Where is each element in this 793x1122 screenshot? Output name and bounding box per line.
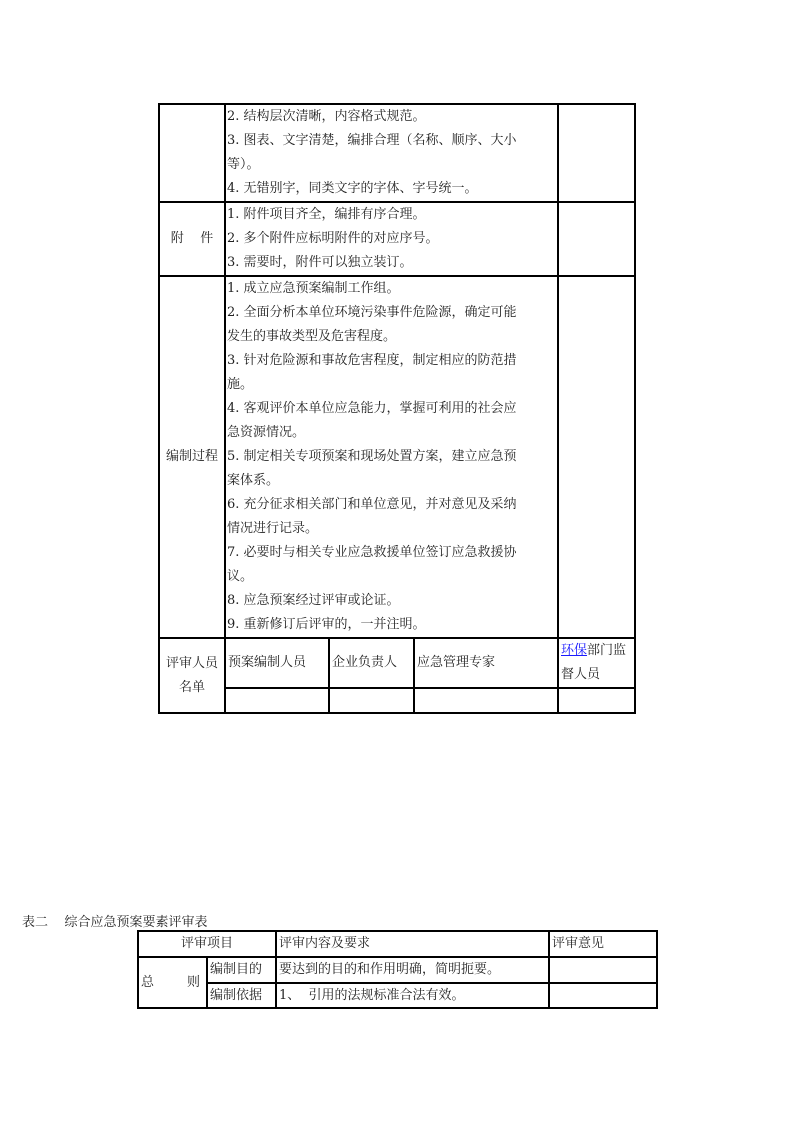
opinion-cell[interactable] (558, 276, 635, 638)
item-cell (159, 104, 225, 202)
header-review-content: 评审内容及要求 (276, 931, 549, 957)
reviewer-list-label (159, 638, 225, 713)
content-line: 情况进行记录。 (227, 521, 319, 536)
reviewer-value-enterprise-head[interactable] (329, 688, 414, 713)
content-line: 3. 需要时，附件可以独立装订。 (227, 255, 413, 270)
content-line: 2. 全面分析本单位环境污染事件危险源，确定可能 (227, 305, 517, 320)
reviewer-value-row (159, 688, 635, 713)
content-line: 4. 无错别字，同类文字的字体、字号统一。 (227, 181, 478, 196)
reviewer-label-line: 评审人员 (165, 655, 218, 671)
table-header-row (138, 931, 657, 957)
content-line: 施。 (227, 377, 254, 392)
content-line: 8. 应急预案经过评审或论证。 (227, 593, 400, 608)
opinion-cell[interactable] (549, 957, 657, 983)
content-line: 2. 结构层次清晰，内容格式规范。 (227, 109, 426, 124)
reviewer-value-expert[interactable] (414, 688, 558, 713)
content-cell: 要达到的目的和作用明确，简明扼要。 (276, 957, 549, 983)
environmental-protection-link[interactable]: 环保 (561, 643, 588, 658)
content-line: 等）。 (227, 157, 260, 172)
item-cell-process: 编制过程 (159, 276, 225, 638)
content-line: 1. 成立应急预案编制工作组。 (227, 281, 400, 296)
content-line: 发生的事故类型及危害程度。 (227, 329, 397, 344)
content-line: 议。 (227, 569, 254, 584)
table-row (159, 276, 635, 638)
content-cell: 1、 引用的法规标准合法有效。 (276, 983, 549, 1008)
opinion-cell[interactable] (549, 983, 657, 1008)
sub-item: 编制目的 (207, 957, 276, 983)
content-line: 6. 充分征求相关部门和单位意见，并对意见及采纳 (227, 497, 517, 512)
content-line: 急资源情况。 (227, 425, 306, 440)
content-line: 1. 附件项目齐全，编排有序合理。 (227, 207, 426, 222)
table-2-title: 表二 综合应急预案要素评审表 (22, 915, 208, 930)
reviewer-value-drafter[interactable] (225, 688, 329, 713)
header-review-item: 评审项目 (138, 931, 276, 957)
group-general-principles: 总 则 (138, 957, 207, 1008)
reviewer-label-line: 名单 (178, 679, 205, 695)
content-line: 4. 客观评价本单位应急能力，掌握可利用的社会应 (227, 401, 517, 416)
opinion-cell[interactable] (558, 104, 635, 202)
sub-item: 编制依据 (207, 983, 276, 1008)
reviewer-header-row (159, 638, 635, 688)
reviewer-header-drafter: 预案编制人员 (225, 638, 329, 688)
content-line: 案体系。 (227, 473, 280, 488)
table-row (138, 957, 657, 983)
item-cell-attachments: 附 件 (159, 202, 225, 276)
header-review-opinion: 评审意见 (549, 931, 657, 957)
content-cell (225, 104, 558, 202)
content-cell (225, 202, 558, 276)
reviewer-header-expert: 应急管理专家 (414, 638, 558, 688)
content-line: 2. 多个附件应标明附件的对应序号。 (227, 231, 439, 246)
reviewer-header-text: 部门监 (587, 643, 627, 658)
table-row (159, 202, 635, 276)
table-row (159, 104, 635, 202)
content-line: 3. 针对危险源和事故危害程度，制定相应的防范措 (227, 353, 517, 368)
reviewer-header-supervisor (558, 638, 635, 688)
content-line: 3. 图表、文字清楚，编排合理（名称、顺序、大小 (227, 133, 517, 148)
content-cell (225, 276, 558, 638)
reviewer-value-supervisor[interactable] (558, 688, 635, 713)
opinion-cell[interactable] (558, 202, 635, 276)
content-line: 9. 重新修订后评审的，一并注明。 (227, 617, 426, 632)
reviewer-header-text: 督人员 (561, 667, 601, 682)
content-line: 7. 必要时与相关专业应急救援单位签订应急救援协 (227, 545, 517, 560)
reviewer-header-enterprise-head: 企业负责人 (329, 638, 414, 688)
content-line: 5. 制定相关专项预案和现场处置方案，建立应急预 (227, 449, 517, 464)
review-table-2 (137, 930, 658, 1009)
table-row (138, 983, 657, 1008)
review-table-1 (158, 103, 636, 714)
